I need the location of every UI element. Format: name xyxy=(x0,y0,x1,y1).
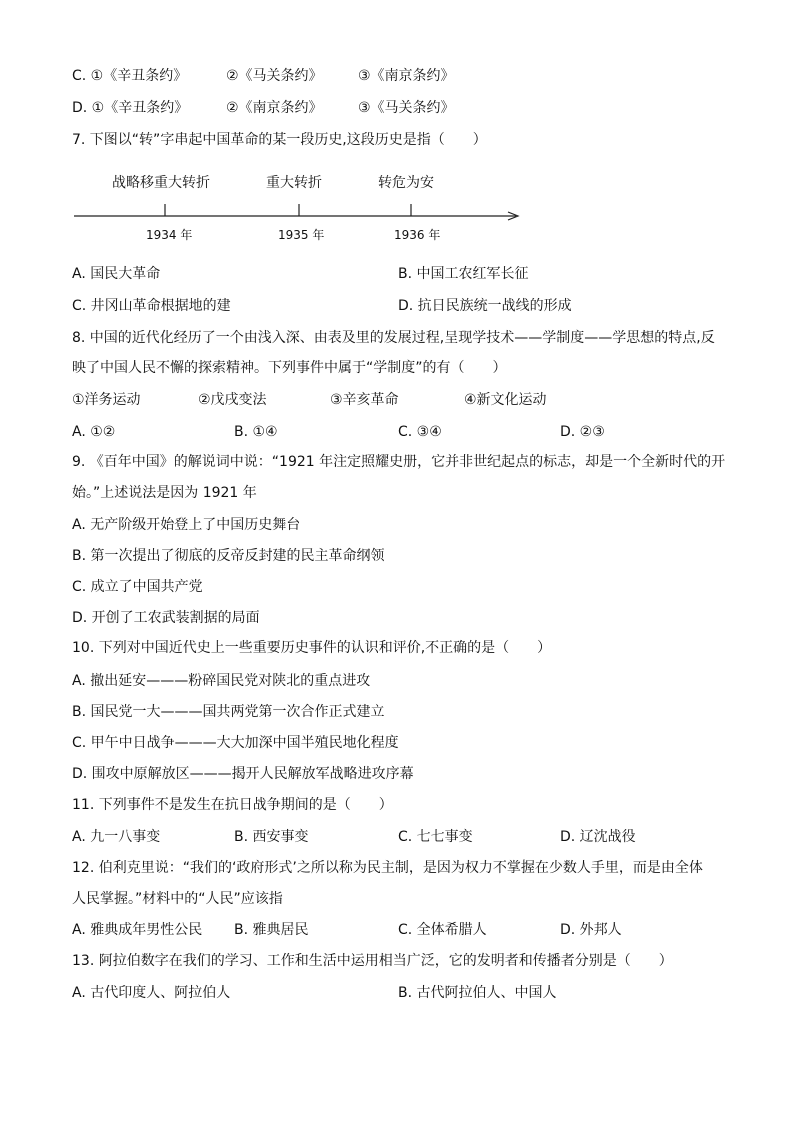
q6-option-c-2: ②《马关条约》 xyxy=(226,68,323,84)
q9-option-d: D. 开创了工农武装割据的局面 xyxy=(72,610,260,626)
q7-option-a: A. 国民大革命 xyxy=(72,266,161,282)
q10-option-d: D. 围攻中原解放区———揭开人民解放军战略进攻序幕 xyxy=(72,766,414,782)
q8-item-2: ②戊戌变法 xyxy=(198,392,267,408)
q13-stem: 13. 阿拉伯数字在我们的学习、工作和生活中运用相当广泛，它的发明者和传播者分别是（ ） xyxy=(72,953,673,969)
q11-option-b: B. 西安事变 xyxy=(234,829,309,845)
q8-stem-line1: 8. 中国的近代化经历了一个由浅入深、由表及里的发展过程,呈现学技术——学制度——学思想的特点,反 xyxy=(72,330,715,346)
q12-stem-line1: 12. 伯利克里说：“我们的‘政府形式’之所以称为民主制，是因为权力不掌握在少数人手里，而是由全体 xyxy=(72,860,703,876)
timeline-year-3: 1936 年 xyxy=(394,228,441,242)
q6-option-d-1: D. ①《辛丑条约》 xyxy=(72,100,189,116)
q6-option-c-1: C. ①《辛丑条约》 xyxy=(72,68,188,84)
q10-option-a: A. 撤出延安———粉碎国民党对陕北的重点进攻 xyxy=(72,673,371,689)
q10-option-c: C. 甲午中日战争———大大加深中国半殖民地化程度 xyxy=(72,735,399,751)
q7-option-c: C. 井冈山革命根据地的建 xyxy=(72,298,231,314)
timeline-label-2: 重大转折 xyxy=(266,175,322,191)
q7-timeline xyxy=(60,162,540,252)
q6-option-d-2: ②《南京条约》 xyxy=(226,100,323,116)
q11-option-d: D. 辽沈战役 xyxy=(560,829,636,845)
q12-option-a: A. 雅典成年男性公民 xyxy=(72,922,203,938)
q11-stem: 11. 下列事件不是发生在抗日战争期间的是（ ） xyxy=(72,797,393,813)
q13-option-a: A. 古代印度人、阿拉伯人 xyxy=(72,985,231,1001)
q8-option-a: A. ①② xyxy=(72,424,116,440)
q9-option-c: C. 成立了中国共产党 xyxy=(72,579,203,595)
q9-option-a: A. 无产阶级开始登上了中国历史舞台 xyxy=(72,517,301,533)
q6-option-c-3: ③《南京条约》 xyxy=(358,68,455,84)
q13-option-b: B. 古代阿拉伯人、中国人 xyxy=(398,985,557,1001)
q8-option-c: C. ③④ xyxy=(398,424,442,440)
q9-stem-line2: 始。”上述说法是因为 1921 年 xyxy=(72,485,257,501)
q8-option-d: D. ②③ xyxy=(560,424,605,440)
q9-option-b: B. 第一次提出了彻底的反帝反封建的民主革命纲领 xyxy=(72,548,385,564)
q8-stem-line2: 映了中国人民不懈的探索精神。下列事件中属于“学制度”的有（ ） xyxy=(72,360,507,376)
q11-option-c: C. 七七事变 xyxy=(398,829,473,845)
q8-item-4: ④新文化运动 xyxy=(464,392,547,408)
timeline-label-3: 转危为安 xyxy=(378,175,434,191)
timeline-year-1: 1934 年 xyxy=(146,228,193,242)
q7-stem: 7. 下图以“转”字串起中国革命的某一段历史,这段历史是指（ ） xyxy=(72,132,487,148)
q10-option-b: B. 国民党一大———国共两党第一次合作正式建立 xyxy=(72,704,385,720)
q12-option-c: C. 全体希腊人 xyxy=(398,922,487,938)
timeline-year-2: 1935 年 xyxy=(278,228,325,242)
q7-option-b: B. 中国工农红军长征 xyxy=(398,266,529,282)
q7-option-d: D. 抗日民族统一战线的形成 xyxy=(398,298,572,314)
q12-stem-line2: 人民掌握。”材料中的“人民”应该指 xyxy=(72,891,283,907)
q6-option-d-3: ③《马关条约》 xyxy=(358,100,455,116)
q12-option-d: D. 外邦人 xyxy=(560,922,622,938)
q8-item-3: ③辛亥革命 xyxy=(330,392,399,408)
q11-option-a: A. 九一八事变 xyxy=(72,829,161,845)
q9-stem-line1: 9. 《百年中国》的解说词中说：“1921 年注定照耀史册，它并非世纪起点的标志，却是一个全新时代的开 xyxy=(72,454,726,470)
q8-option-b: B. ①④ xyxy=(234,424,278,440)
q8-item-1: ①洋务运动 xyxy=(72,392,141,408)
timeline-label-1: 战略移重大转折 xyxy=(112,175,210,191)
q12-option-b: B. 雅典居民 xyxy=(234,922,309,938)
q10-stem: 10. 下列对中国近代史上一些重要历史事件的认识和评价,不正确的是（ ） xyxy=(72,640,552,656)
